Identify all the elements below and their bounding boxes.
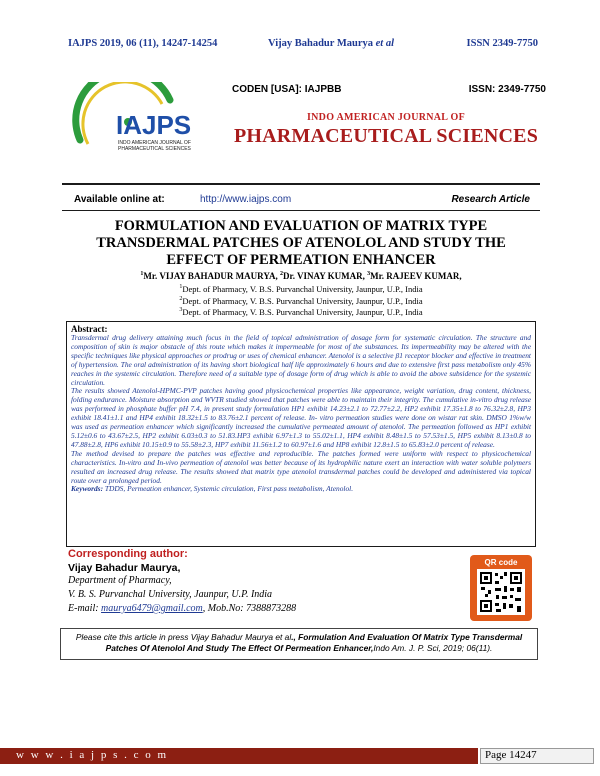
citation-box: Please cite this article in press Vijay Bahadur Maurya et al., Formulation And Evaluation Of Matrix Type Transdermal Patches Of Atenolol And Study The Effect Of Permeation Enhancer,Indo Am. J. P. Sci, 2019; 06(11).	[60, 628, 538, 660]
author-name: Dr. VINAY KUMAR,	[283, 271, 368, 281]
corresponding-heading: Corresponding author:	[68, 548, 188, 560]
affiliation: $^2$Dept. of Pharmacy, V. B.S. Purvanchal University, Jaunpur, U.P., India	[179, 295, 423, 306]
corresponding-author	[68, 548, 468, 616]
running-header-issn: ISSN 2349-7750	[466, 38, 538, 49]
abstract-box	[66, 321, 536, 547]
title-line: FORMULATION AND EVALUATION OF MATRIX TYPE	[114, 218, 488, 234]
keywords: Keywords: TDDS, Permeation enhancer, Systemic circulation, First pass metabolism, Atenolol.	[71, 484, 354, 494]
abstract-paragraph: The results showed Atenolol-HPMC-PVP patches having good physicochemical properties like appearance, weight variation, drug content, thickness, folding endurance. Moisture absorption and WVTR studied showed that patches were able to maintain their integrity. The cumulative in-vitro drug release was performed in phosphate buffer pH 7.4, in present study formulation HP1 exhibit 14.23±2.1 to 72.77±2.2, HP2 exhibit 17.35±1.8 to 76.32±2.8, HP3 exhibit 18.41±1.1 and HP4 exhibit 18.32±1.5 to 83.76±2.1 percent of release. In- vitro permeation studies were done on wistar rat skin. DMSO 1%w/w was used as permeation enhancer which significantly increased the cumulative permeated amount of atenolol. The permeation followed as HP1 exhibit 5.12±0.6 to 43.67±2.5, HP2 exhibit 6.03±0.3 to 51.83.HP3 exhibit 6.97±1.3 to 55.02±1.1, HP4 exhibit 8.48±1.5 to 57.53±1.5, HP5 exhibit 8.13±0.8 to 47.88±2.8, HP6 exhibit 10.15±0.9 to 55.58±2.3, HP7 exhibit 11.56±1.2 to 60.97±1.6 and HP8 exhibit 12.8±1.5 to 65.83±2.0 percent of release.	[71, 386, 531, 449]
affiliation: $^3$Dept. of Pharmacy, V. B.S. Purvanchal University, Jaunpur, U.P., India	[179, 307, 423, 317]
journal-title-small: INDO AMERICAN JOURNAL OF	[306, 112, 466, 123]
qr-label: QR code	[484, 558, 518, 567]
header-divider	[62, 183, 540, 185]
qr-code-box	[470, 555, 532, 621]
affiliations	[62, 284, 540, 319]
title-line: EFFECT OF PERMEATION ENHANCER	[166, 252, 436, 268]
article-title	[62, 218, 540, 269]
corresponding-dept: Department of Pharmacy,	[68, 575, 172, 586]
affiliation: $^1$Dept. of Pharmacy, V. B.S. Purvanchal University, Jaunpur, U.P., India	[179, 284, 423, 294]
logo-subline-2: PHARMACEUTICAL SCIENCES	[118, 146, 191, 152]
author-name: Mr. VIJAY BAHADUR MAURYA,	[143, 271, 281, 281]
journal-issn: ISSN: 2349-7750	[468, 84, 546, 95]
footer-site-link[interactable]: w w w . i a j p s . c o m	[16, 749, 169, 761]
title-line: TRANSDERMAL PATCHES OF ATENOLOL AND STUDY THE	[96, 235, 506, 251]
journal-title-big: PHARMACEUTICAL SCIENCES	[233, 125, 539, 147]
corresponding-name: Vijay Bahadur Maurya,	[68, 562, 181, 574]
online-label: Available online at:	[74, 194, 165, 205]
running-header-citation: IAJPS 2019, 06 (11), 14247-14254	[68, 38, 218, 49]
email-link[interactable]: maurya6479@gmail.com	[101, 603, 203, 614]
iajps-logo-icon	[58, 82, 198, 170]
running-header	[68, 38, 538, 52]
journal-info	[226, 84, 546, 148]
journal-url-link[interactable]: http://www.iajps.com	[200, 194, 292, 205]
abstract-heading: Abstract:	[71, 324, 108, 334]
page-footer	[0, 748, 600, 764]
journal-logo	[58, 82, 198, 170]
page-number: Page 14247	[480, 748, 594, 764]
qr-code-icon[interactable]	[477, 569, 525, 615]
abstract-paragraph: The method devised to prepare the patches was effective and reproducible. The patches formed were uniform with respect to physicochemical characteristics. In-vitro and In-vivo permeation of atenolol was better because of its hydrophilic nature exert an interaction with water soluble polymers resulted an increased drug release. The results showed that matrix type atenolol transdermal patches could be developed and administered via topical route over a prolonged period.	[71, 448, 531, 485]
corresponding-contact: E-mail: maurya6479@gmail.com, Mob.No: 7388873288	[68, 603, 297, 614]
abstract-paragraph: Transdermal drug delivery attaining much focus in the field of topical administration of dosage form for systematic circulation. The structure and composition of skin is major obstacle of this route which makes it impermeable for most of the substances. Its impermeability may be altered with the specific techniques like physical approaches or prodrug or uses of chemical enhancer. Atenolol is a selective β1 receptor blocker and effective in treatment of hypertension. The oral administration of its having short biological half life approximately 6 hours and due to extensive first pass metabolism only 45% reaches in the systemic circulation. Therefore need of a suitable type of dosage form of drug which is able to avoid the above subsidence for the systemic circulation.	[71, 333, 531, 387]
logo-subline-1: INDO AMERICAN JOURNAL OF	[118, 140, 191, 146]
running-header-author: Vijay Bahadur Maurya et al	[268, 38, 395, 49]
online-divider	[62, 210, 540, 211]
online-row	[62, 194, 540, 208]
coden: CODEN [USA]: IAJPBB	[232, 84, 342, 95]
author-name: Mr. RAJEEV KUMAR,	[370, 271, 462, 281]
author-list: $^1$Mr. VIJAY BAHADUR MAURYA, $^2$Dr. VINAY KUMAR, $^3$Mr. RAJEEV KUMAR,	[140, 271, 462, 281]
article-type: Research Article	[451, 194, 530, 205]
corresponding-university: V. B. S. Purvanchal University, Jaunpur, U.P. India	[68, 589, 273, 600]
logo-wordmark: IAJPS	[116, 110, 192, 140]
